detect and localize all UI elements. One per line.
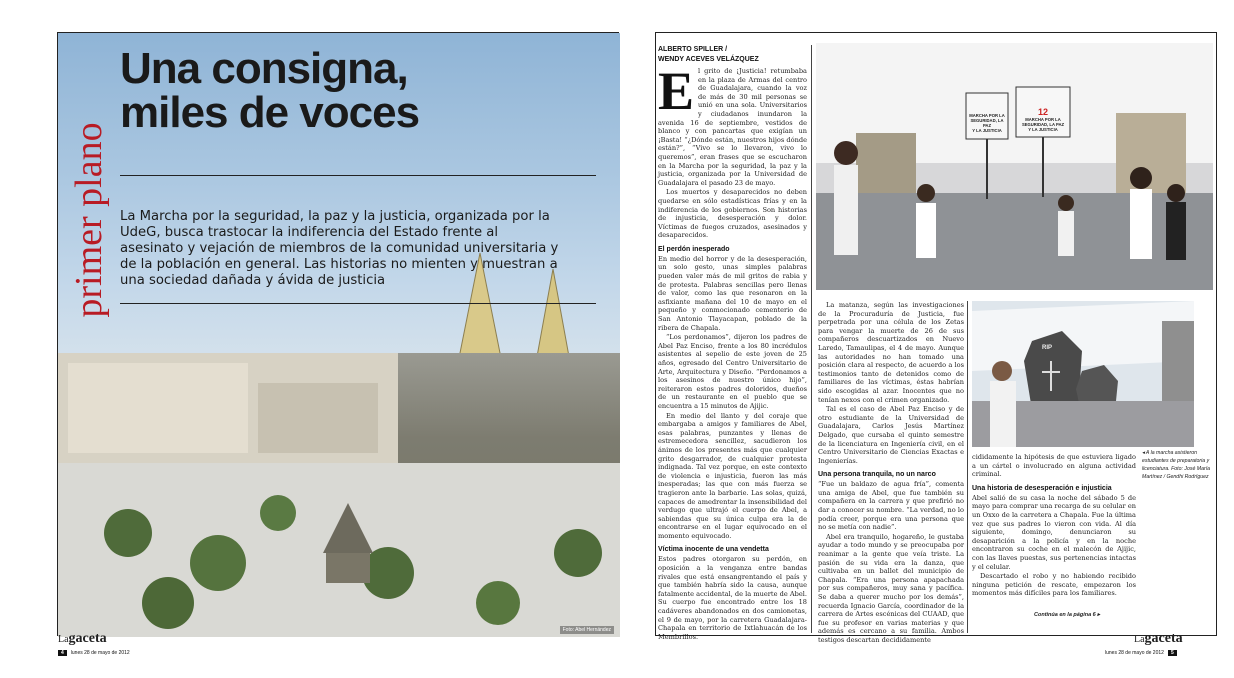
- folio-date: lunes 28 de mayo de 2012: [70, 650, 130, 656]
- logo-prefix: La: [1134, 634, 1145, 645]
- col1-paragraph: Estos padres otorgaron su perdón, en oposición a la venganza entre bandas rivales que está ensangrentando el país y que también habría sido la causa, aunque fatalmente accidental, de la muerte de Abel. Su cuerpo fue encontrado entre los 18 cadáveres abandonados en dos camionetas, el 9 de mayo, por la carretera Guadalajara-Chapala en territorio de Ixtlahuacán de los Membrillos.: [658, 555, 807, 641]
- sign-number: 12: [1037, 107, 1048, 117]
- byline-line-2: WENDY ACEVES VELÁZQUEZ: [658, 56, 759, 63]
- page-number: 5: [1168, 650, 1177, 656]
- col1-paragraph: Los muertos y desaparecidos no deben quedarse en sólo estadísticas frías y en la indiferencia de los gobiernos. Son historias de injusticia, desesperación y dolor. Víctimas de fuegos cruzados, asesinados y desaparecidos.: [658, 188, 807, 240]
- col1-paragraph: En medio del llanto y del coraje que embargaba a amigos y familiares de Abel, esas palabras, punzantes y llenas de estremecedora sencillez, sacudieron los ánimos de los presentes más que cualquier grito desgarrador, de cualquier protesta indignada. Tal vez porque, en este contexto de violencia e injusticia, fueron las más inesperadas; las que con más fuerza se tragieron ante la barbarie. Las solas, quizá, capaces de amedrentar la insensibilidad del verdugo que ultrajó el cuerpo de Abel, a sabiendas que su única culpa era la de encontrarse en el lugar equivocado en el momento equivocado.: [658, 411, 807, 540]
- col1-paragraph: En medio del horror y de la desesperación, un solo gesto, unas simples palabras pueden valer más de mil gritos de rabia y de protesta. Palabras sencillas pero llenas de valor, como las que resonaron en la asfixiante mañana del 10 de mayo en el pequeño y conmocionado cementerio de San Antonio Tlayacapan, poblado de la ribera de Chapala.: [658, 254, 807, 332]
- caption-arrow-icon: ◂: [1142, 450, 1146, 456]
- byline-line-1: ALBERTO SPILLER /: [658, 46, 728, 53]
- logo-name: gaceta: [1144, 631, 1183, 646]
- col3-paragraph: Abel salió de su casa la noche del sábado 5 de mayo para comprar una recarga de su celular en un Oxxo de la carretera a Chapala. Fue la última vez que sus padres lo vieron con vida. Al día siguiente, domingo, denunciaron su desaparición a la policía y en la noche encontraron su coche en el malecón de Ajijic, con las llaves puestas, sus pertenencias intactas y el celular.: [972, 493, 1136, 571]
- col1-paragraph: “Los perdonamos”, dijeron los padres de Abel Paz Enciso, frente a los 80 incrédulos asistentes al sepelio de este joven de 25 años, egresado del Centro Universitario de Arte, Arquitectura y Diseño. “Perdonamos a los asesinos de nuestro único hijo”, reiteraron estos padres doloridos, dueños de un restaurante en el pueblo que se encuentra a 15 minutos de Ajijic.: [658, 333, 807, 410]
- deck-text: La Marcha por la seguridad, la paz y la justicia, organizada por la UdeG, busca trastocar la indiferencia del Estado frente al asesinato y vejación de miembros de la comunidad universitaria y de la población en general. Las historias no mienten y muestran a una sociedad dañada y ávida de justicia: [120, 209, 559, 288]
- continued-text: Continúa en la página 6: [1034, 612, 1096, 618]
- left-page: [57, 32, 619, 636]
- coffin-illustration: [972, 301, 1194, 447]
- col3-paragraph: cididamente la hipótesis de que estuviera ligado a un cártel o involucrado en alguna actividad criminal.: [972, 453, 1136, 479]
- subhead-vendetta: Víctima inocente de una vendetta: [658, 546, 769, 554]
- subhead-narco: Una persona tranquila, no un narco: [818, 471, 936, 479]
- logo-right: [1134, 631, 1183, 647]
- folio-date: lunes 28 de mayo de 2012: [1105, 650, 1164, 656]
- column-rule: [811, 45, 812, 633]
- col2-paragraph: Abel era tranquilo, hogareño, le gustaba ayudar a todo mundo y se preocupaba por reanimar a la gente que veía triste. La pasión de su vida era la danza, que cultivaba en un ballet del municipio de Chapala. “Era una persona apapachada por sus compañeros, muy sana y pacífica. Se daba a querer mucho por los demás”, recuerda Ignacio García, coordinador de la carrera de Artes escénicas del CUAAD, que fue su profesor en varias materias y que además es cercano a su familia. Ambos testigos descartan decididamente: [818, 532, 964, 644]
- sign-line: MARCHA POR LA: [1025, 117, 1061, 122]
- triangle-right-icon: ▸: [1095, 612, 1101, 618]
- subhead-desesperacion: Una historia de desesperación e injusticia: [972, 484, 1112, 492]
- article-column-3: [972, 453, 1136, 633]
- page-headline: [120, 44, 610, 137]
- march-sign: [968, 113, 1006, 133]
- headline-line-1: Una consigna,: [120, 44, 408, 93]
- continued-note[interactable]: [1034, 612, 1100, 618]
- march-photo: [816, 43, 1213, 290]
- folio-right: [1105, 650, 1177, 656]
- article-column-2: [818, 301, 964, 644]
- col2-paragraph: “Fue un baldazo de agua fría”, comenta una amiga de Abel, que fue también su compañera en la carrera y que prefirió no dar a conocer su nombre. “La verdad, no lo podía creer, porque era una persona que no se metía con nadie”.: [818, 480, 964, 532]
- subhead-perdon: El perdón inesperado: [658, 245, 730, 253]
- sign-line: Y LA JUSTICIA: [1028, 127, 1058, 132]
- sign-line: MARCHA POR LA: [969, 113, 1005, 118]
- col1-paragraph: l grito de ¡Justicia! retumbaba en la plaza de Armas del centro de Guadalajara, cuando la voz de más de 30 mil personas se unió en una sola. Universitarios y ciudadanos inundaron la avenida 16 de septiembre, vestidos de blanco y con pancartas que exigían un ¡Basta! “¿Dónde están, nuestros hijos dónde están?”, “Vivo se lo llevaron, vivo lo queremos”, eran frases que se escucharon en la Marcha por la seguridad, la paz y la justicia, organizada por la Universidad de Guadalajara el pasado 23 de mayo.: [658, 67, 807, 187]
- section-kicker: [62, 95, 116, 345]
- march-sign: [1018, 107, 1068, 132]
- col2-paragraph: La matanza, según las investigaciones de la Procuraduría de Justicia, fue perpetrada por una célula de los Zetas para vengar la muerte de 26 de sus compañeros descuartizados en Nuevo Laredo, Tamaulipas, el 4 de mayo. Aunque las autoridades no han tomado una posición clara al respecto, de acuerdo a los testimonios tanto de detenidos como de familiares de las víctimas, éstas habrían sido escogidas al azar. Inocentes que no tenían nexos con el crimen organizado.: [818, 301, 964, 404]
- photo-caption: [1142, 449, 1212, 481]
- logo-name: gaceta: [68, 631, 107, 646]
- page-number: 4: [58, 650, 67, 656]
- crowd-illustration: [58, 353, 620, 637]
- column-rule: [967, 301, 968, 633]
- march-illustration: [816, 43, 1213, 290]
- dropcap: E: [658, 61, 695, 121]
- deck-rule: [120, 303, 596, 304]
- headline-rule: [120, 175, 596, 176]
- sign-line: Y LA JUSTICIA: [972, 128, 1002, 133]
- crowd-photo: [58, 353, 620, 637]
- logo-left: [58, 631, 107, 647]
- col3-paragraph: Descartado el robo y no habiendo recibido ninguna petición de rescate, empezaron los momentos más difíciles para los familiares.: [972, 572, 1136, 598]
- col2-paragraph: Tal es el caso de Abel Paz Enciso y de otro estudiante de la Universidad de Guadalajara, Carlos Jesús Martínez Delgado, que cursaba el quinto semestre de la licenciatura en Ingeniería civil, en el Centro Universitario de Ciencias Exactas e Ingenierías.: [818, 405, 964, 465]
- headline-line-2: miles de voces: [120, 88, 420, 137]
- sign-line: SEGURIDAD, LA PAZ: [1021, 122, 1065, 127]
- coffin-photo: [972, 301, 1194, 447]
- sign-line: SEGURIDAD, LA PAZ: [970, 118, 1004, 128]
- kicker-text: primer plano: [68, 122, 110, 318]
- photo-credit: Foto: Abel Hernández: [560, 626, 614, 634]
- logo-prefix: La: [58, 634, 69, 645]
- article-column-1: [658, 61, 807, 641]
- caption-text: A la marcha asistieron estudiantes de preparatoria y licenciatura. Foto: José María Martínez / Gendhi Rodríguez: [1142, 450, 1211, 480]
- coffin-label: RIP: [1042, 345, 1053, 351]
- folio-left: [58, 650, 130, 656]
